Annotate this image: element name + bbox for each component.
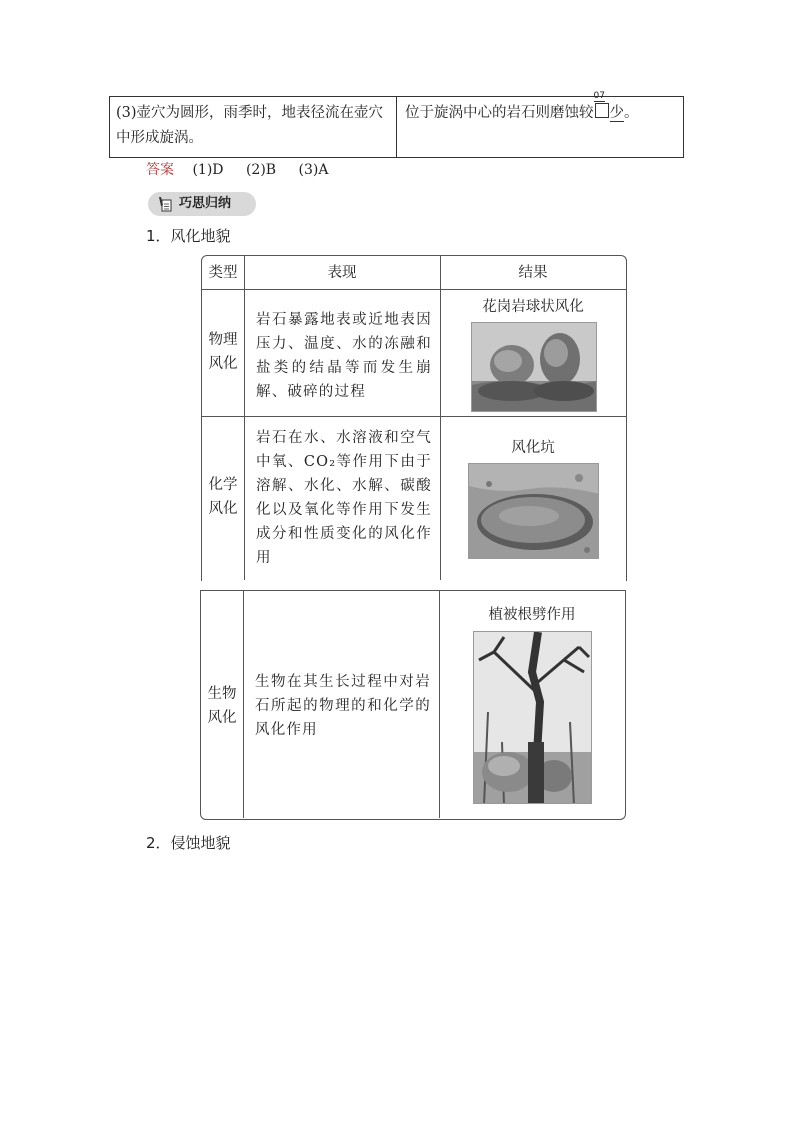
badge-label: 巧思归纳 [179,196,232,211]
root-wedging-photo [473,631,592,804]
analysis-text [397,91,683,157]
row-biological-type: 生物风化 [207,686,237,726]
weathering-pit-photo [468,463,599,559]
row-physical-type: 物理风化 [208,332,238,372]
row-chemical-result-label: 风化坑 [511,440,555,456]
row-physical-result-label: 花岗岩球状风化 [482,299,584,315]
analysis-before: 位于旋涡中心的岩石则磨蚀较 [405,105,594,121]
analysis-answer: 少 [609,105,624,121]
blank-number: 07 [593,91,605,101]
row-physical-desc: 岩石暴露地表或近地表因压力、温度、水的冻融和盐类的结晶等而发生崩解、破碎的过程 [256,312,432,400]
pencil-note-icon [158,196,172,212]
row-chemical-desc: 岩石在水、水溶液和空气中氧、CO₂等作用下由于溶解、水化、水解、碳酸化以及氧化等作用下发生成分和性质变化的风化作用 [256,430,432,566]
summary-badge [148,192,256,216]
answer-item-1: (1)D [192,162,224,178]
section-2-title: 2．侵蚀地貌 [146,834,231,852]
header-expression: 表现 [327,265,357,281]
granite-spheroidal-weathering-photo [471,322,597,412]
row-biological-desc: 生物在其生长过程中对岩石所起的物理的和化学的风化作用 [255,674,431,738]
header-result: 结果 [518,265,548,281]
row-biological-result-label: 植被根劈作用 [488,607,576,623]
row-chemical-type: 化学风化 [208,477,238,517]
weathering-table-part-2 [200,590,626,820]
header-type: 类型 [208,265,238,281]
analysis-after: 。 [624,105,639,121]
section-1-title: 1．风化地貌 [146,227,231,245]
answer-line [146,160,329,180]
answer-item-3: (3)A [298,162,329,178]
question-text: (3)壶穴为圆形，雨季时，地表径流在壶穴中形成旋涡。 [110,97,397,157]
blank-box [593,91,609,118]
answer-item-2: (2)B [245,162,277,178]
answer-label: 答案 [146,162,174,178]
top-answer-table [109,91,684,158]
weathering-table-part-1 [201,255,627,581]
